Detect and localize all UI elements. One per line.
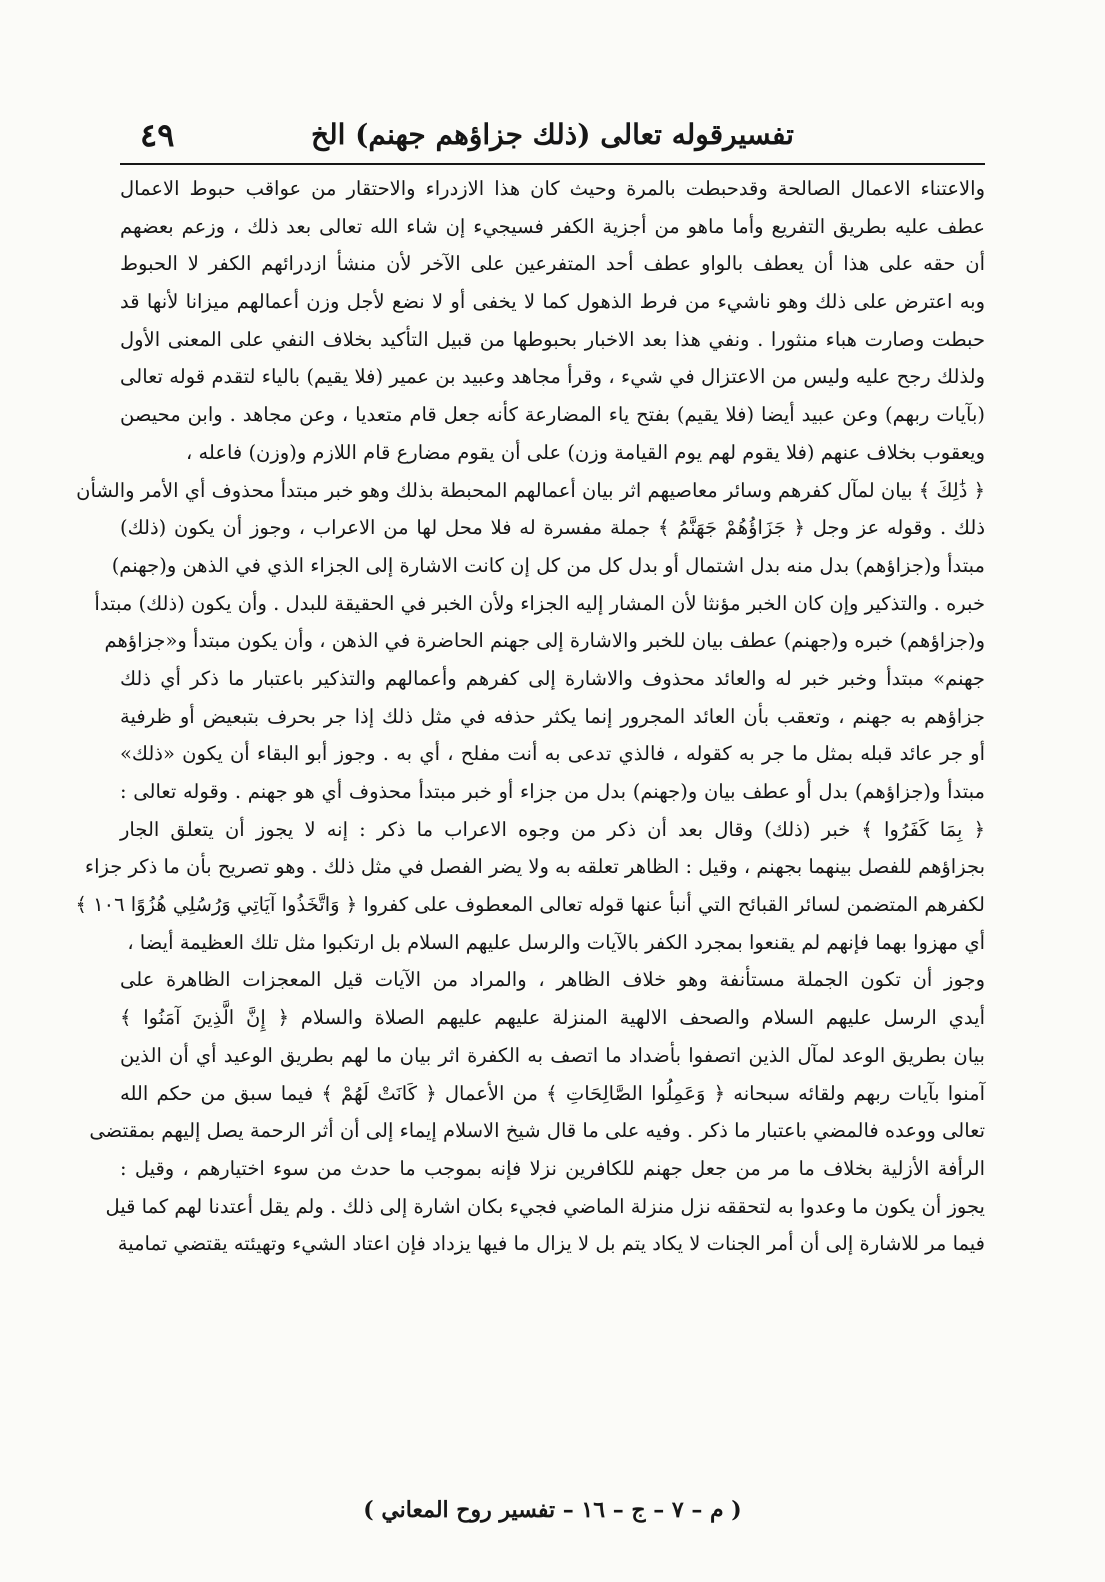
text-line: جهنم» مبتدأ وخبر خبر له والعائد محذوف والاشارة إلى كفرهم وأعمالهم والتذكير باعتبار ما ذكر أي ذلك xyxy=(120,666,985,690)
text-line: تعالى ووعده فالمضي باعتبار ما ذكر . وفيه على ما قال شيخ الاسلام إيماء إلى أن أثر الرحمة يصل إليهم بمقتضى xyxy=(89,1119,985,1143)
page-header xyxy=(120,110,985,160)
text-line: مبتدأ و(جزاؤهم) بدل منه بدل اشتمال أو بدل كل من كل إن كانت الاشارة إلى الجزاء الذي في الذهن و(جهنم) xyxy=(111,553,985,577)
text-line: فيما مر للاشارة إلى أن أمر الجنات لا يكاد يتم بل لا يزال ما فيها يزداد فإن اعتاد الشيء وتهيئته يقتضي تمامية xyxy=(117,1232,985,1256)
text-line: والاعتناء الاعمال الصالحة وقدحبطت بالمرة وحيث كان هذا الازدراء والاحتقار من عواقب حبوط الاعمال xyxy=(120,177,985,200)
text-line: أو جر عائد قبله بمثل ما جر به كقوله ، فالذي تدعى به أنت مفلح ، أي به . وجوز أبو البقاء أن يكون «ذلك» xyxy=(120,742,985,766)
text-line: ﴿ بِمَا كَفَرُوا ﴾ خبر (ذلك) وقال بعد أن ذكر من وجوه الاعراب ما ذكر : إنه لا يجوز أن يتعلق الجار xyxy=(120,817,985,841)
text-line: ذلك . وقوله عز وجل ﴿ جَزَاؤُهُمْ جَهَنَّمُ ﴾ جملة مفسرة له فلا محل لها من الاعراب ، وجوز أن يكون (ذلك) xyxy=(120,516,985,540)
text-line: يجوز أن يكون ما وعدوا به لتحققه نزل منزلة الماضي فجيء بكان اشارة إلى ذلك . ولم يقل أعتدنا لهم كما قيل xyxy=(105,1194,985,1218)
text-line: أي مهزوا بهما فإنهم لم يقنعوا بمجرد الكفر بالآيات والرسل عليهم السلام بل ارتكبوا مثل تلك العظيمة أيضا ، xyxy=(127,930,985,954)
text-line: وبه اعترض على ذلك وهو ناشيء من فرط الذهول كما لا يخفى أو لا نضع لأجل وزن أعمالهم ميزانا لأنها قد xyxy=(120,290,985,314)
running-title: تفسيرقوله تعالى (ذلك جزاؤهم جهنم) الخ xyxy=(311,118,794,151)
text-line: بجزاؤهم للفصل بينهما بجهنم ، وقيل : الظاهر تعلقه به ولا يضر الفصل في مثل ذلك . وهو تصريح بأن ما ذكر جزاء xyxy=(84,855,985,879)
header-rule xyxy=(120,163,985,165)
text-line: جزاؤهم به جهنم ، وتعقب بأن العائد المجرور إنما يكثر حذفه في مثل ذلك إذا جر بحرف بتبعيض أو ظرفية xyxy=(120,704,985,728)
text-line: آمنوا بآيات ربهم ولقائه سبحانه ﴿ وَعَمِلُوا الصَّالِحَاتِ ﴾ من الأعمال ﴿ كَانَتْ لَهُمْ ﴾ فيما سبق من حكم الله xyxy=(120,1081,985,1105)
text-line: أيدي الرسل عليهم السلام والصحف الالهية المنزلة عليهم عليهم الصلاة والسلام ﴿ إِنَّ الَّذِينَ آمَنُوا ﴾ xyxy=(120,1006,985,1030)
page-number: ٤٩ xyxy=(140,116,175,154)
text-line: (بآيات ربهم) وعن عبيد أيضا (فلا يقيم) بفتح ياء المضارعة كأنه جعل قام متعديا ، وعن مجاهد . وابن محيصن xyxy=(120,403,985,427)
text-line: خبره . والتذكير وإن كان الخبر مؤنثا لأن المشار إليه الجزاء ولأن الخبر في الحقيقة للبدل . وأن يكون (ذلك) مبتدأ xyxy=(94,591,985,615)
body-text xyxy=(75,170,985,1490)
printer-signature: ( م – ٧ – ج – ١٦ – تفسير روح المعاني ) xyxy=(363,1497,742,1523)
text-line: بيان بطريق الوعد لمآل الذين اتصفوا بأضداد ما اتصف به الكفرة اثر بيان ما لهم بطريق الوعيد أي أن الذين xyxy=(120,1043,985,1067)
text-line: ويعقوب بخلاف عنهم (فلا يقوم لهم يوم القيامة وزن) على أن يقوم مضارع قام اللازم و(وزن) فاعله ، xyxy=(185,440,985,464)
text-line: مبتدأ و(جزاؤهم) بدل أو عطف بيان و(جهنم) بدل من جزاء أو خبر مبتدأ محذوف أي هو جهنم . وقوله تعالى : xyxy=(120,780,985,803)
text-line: الرأفة الأزلية بخلاف ما مر من جعل جهنم للكافرين نزلا فإنه بموجب ما حدث من سوء اختيارهم ، وقيل : xyxy=(120,1156,985,1180)
text-line: حبطت وصارت هباء منثورا . ونفي هذا بعد الاخبار بحبوطها من قبيل التأكيد بخلاف النفي على المعنى الأول xyxy=(120,327,985,351)
text-line: أن حقه على هذا أن يعطف بالواو عطف أحد المتفرعين على الآخر لأن منشأ ازدرائهم الكفر لا الحبوط xyxy=(120,252,985,276)
text-line: و(جزاؤهم) خبره و(جهنم) عطف بيان للخبر والاشارة إلى جهنم الحاضرة في الذهن ، وأن يكون مبتدأ و«جزاؤهم xyxy=(104,629,985,653)
text-line: وجوز أن تكون الجملة مستأنفة وهو خلاف الظاهر ، والمراد من الآيات قيل المعجزات الظاهرة على xyxy=(120,968,985,992)
text-line: ولذلك رجح عليه وليس من الاعتزال في شيء ، وقرأ مجاهد وعبيد بن عمير (فلا يقيم) بالياء لتقدم قوله تعالى xyxy=(120,365,985,389)
text-line: ﴿ ذَٰلِكَ ﴾ بيان لمآل كفرهم وسائر معاصيهم اثر بيان أعمالهم المحبطة بذلك وهو خبر مبتدأ محذوف أي الأمر والشأن xyxy=(76,478,985,502)
text-line: لكفرهم المتضمن لسائر القبائح التي أنبأ عنها قوله تعالى المعطوف على كفروا ﴿ وَاتَّخَذُوا آيَاتِي وَرُسُلِي هُزُوًا ١٠٦ ﴾ xyxy=(75,893,985,917)
text-line: عطف عليه بطريق التفريع وأما ماهو من أجزية الكفر فسيجيء إن شاء الله تعالى بعد ذلك ، وزعم بعضهم xyxy=(120,214,985,238)
